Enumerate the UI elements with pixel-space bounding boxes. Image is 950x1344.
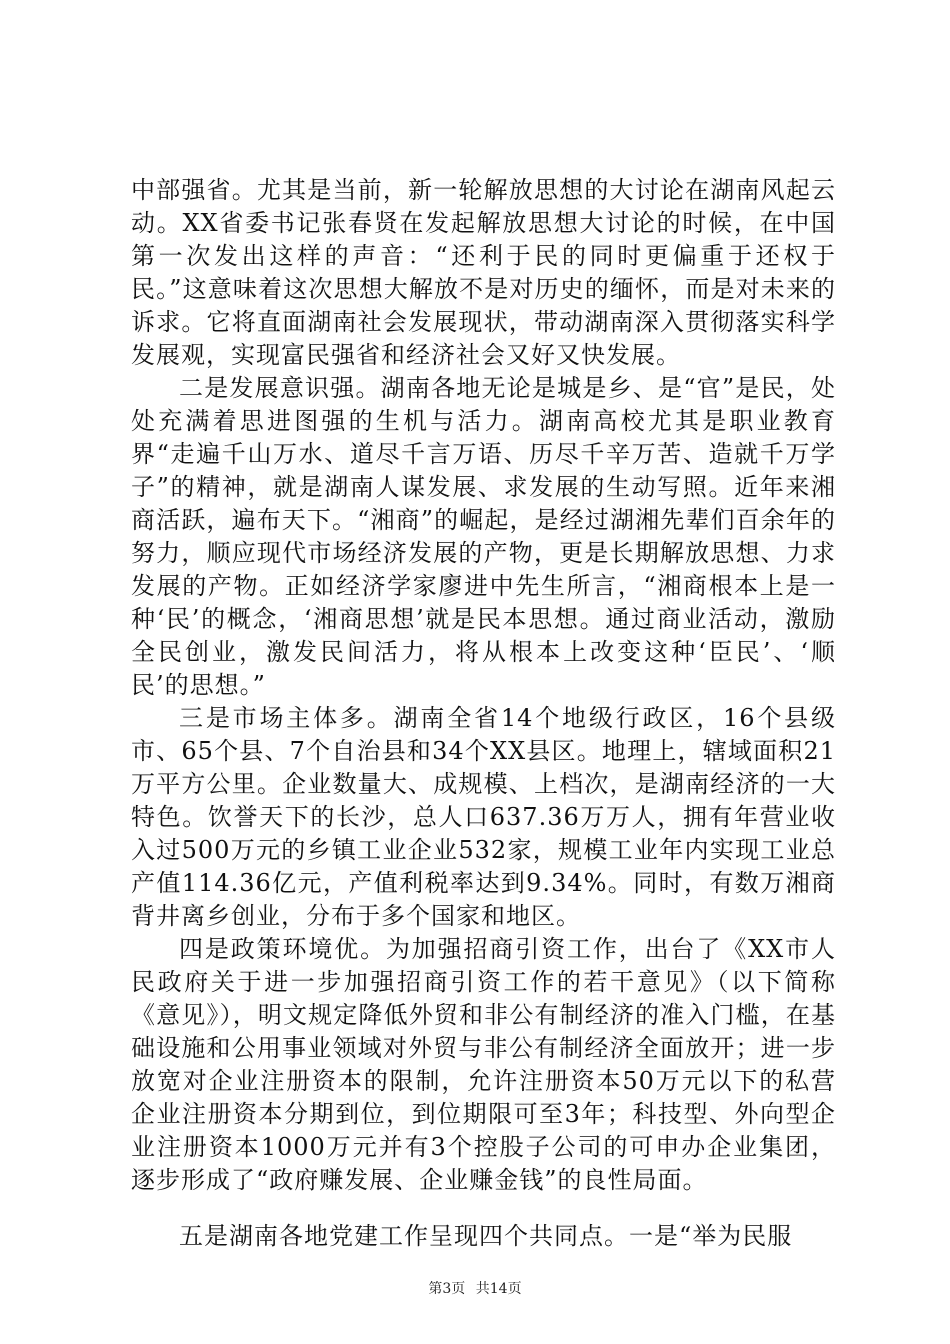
- paragraph-5: 五是湖南各地党建工作呈现四个共同点。一是“举为民服: [179, 1222, 793, 1250]
- paragraph-4: 四是政策环境优。为加强招商引资工作，出台了《XX市人民政府关于进一步加强招商引资工作的若干意见》（以下简称《意见》），明文规定降低外贸和非公有制经济的准入门槛，在基础设施和公用事业领域对外贸与非公有制经济全面放开；进一步放宽对企业注册资本的限制，允许注册资本50万元以下的私营企业注册资本分期到位，到位期限可至3年；科技型、外向型企业注册资本1000万元并有3个控股子公司的可申办企业集团，逐步形成了“政府赚发展、企业赚金钱”的良性局面。: [131, 935, 836, 1194]
- page-total: 共14页: [475, 1281, 522, 1297]
- paragraph-2: 二是发展意识强。湖南各地无论是城是乡、是“官”是民，处处充满着思进图强的生机与活力。湖南高校尤其是职业教育界“走遍千山万水、道尽千言万语、历尽千辛万苦、造就千万学子”的精神，就是湖南人谋发展、求发展的生动写照。近年来湘商活跃，遍布天下。“湘商”的崛起，是经过湖湘先辈们百余年的努力，顺应现代市场经济发展的产物，更是长期解放思想、力求发展的产物。正如经济学家廖进中先生所言，“湘商根本上是一种‘民’的概念，‘湘商思想’就是民本思想。通过商业活动，激励全民创业，激发民间活力，将从根本上改变这种‘臣民’、‘顺民’的思想。”: [131, 374, 836, 699]
- paragraph-1: 中部强省。尤其是当前，新一轮解放思想的大讨论在湖南风起云动。XX省委书记张春贤在发起解放思想大讨论的时候，在中国第一次发出这样的声音：“还利于民的同时更偏重于还权于民。”这意味着这次思想大解放不是对历史的缅怀，而是对未来的诉求。它将直面湖南社会发展现状，带动湖南深入贯彻落实科学发展观，实现富民强省和经济社会又好又快发展。: [131, 176, 836, 369]
- page-footer: [0, 1278, 950, 1298]
- document-body: [131, 174, 836, 1253]
- page-number: 第3页: [428, 1281, 466, 1297]
- paragraph-3: 三是市场主体多。湖南全省14个地级行政区，16个县级市、65个县、7个自治县和34个XX县区。地理上，辖域面积21万平方公里。企业数量大、成规模、上档次，是湖南经济的一大特色。饮誉天下的长沙，总人口637.36万万人，拥有年营业收入过500万元的乡镇工业企业532家，规模工业年内实现工业总产值114.36亿元，产值利税率达到9.34%。同时，有数万湘商背井离乡创业，分布于多个国家和地区。: [131, 704, 836, 930]
